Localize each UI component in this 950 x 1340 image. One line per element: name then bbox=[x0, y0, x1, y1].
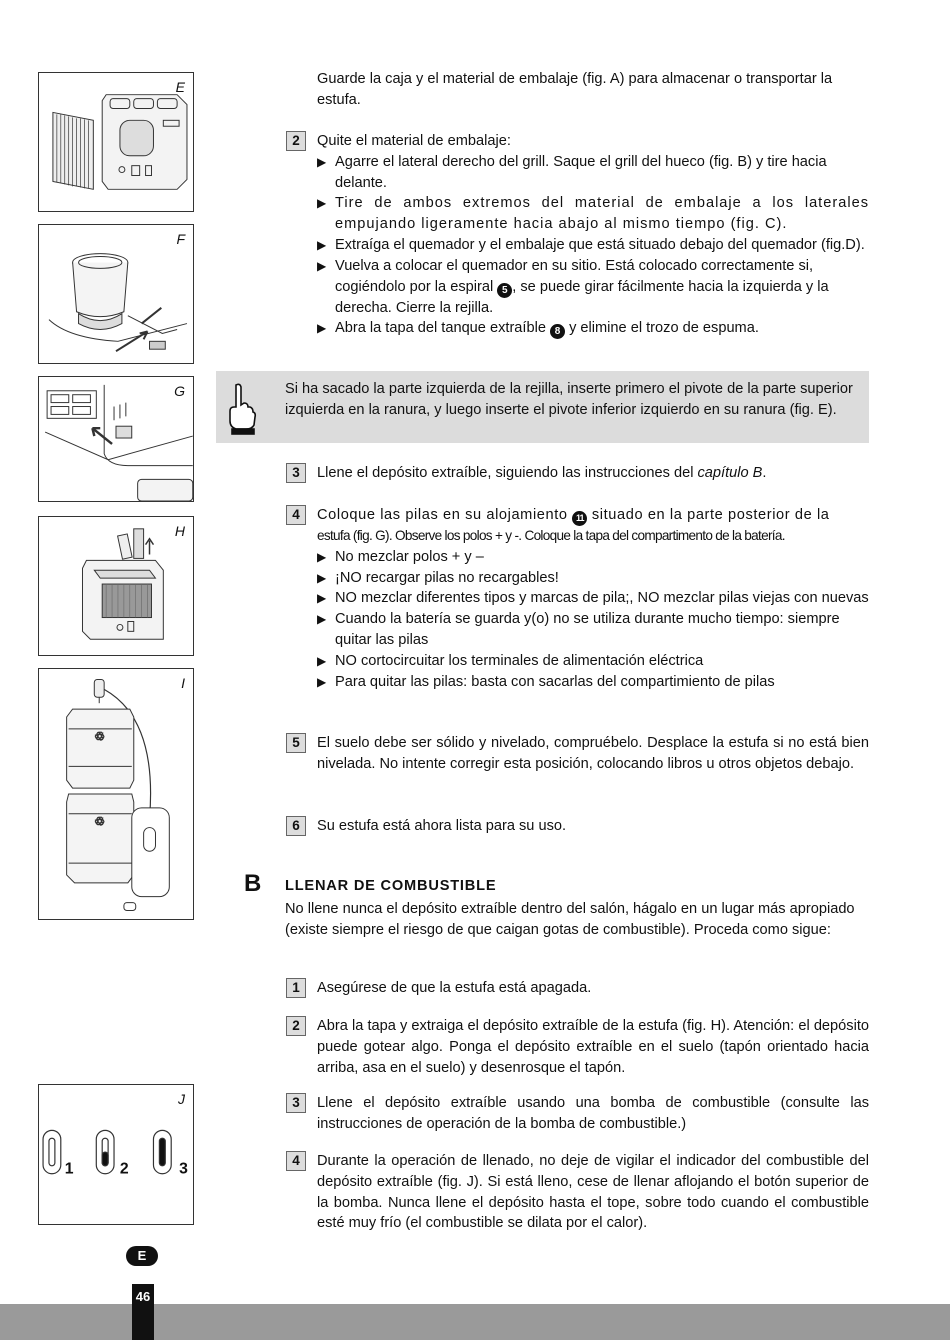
figure-label: H bbox=[174, 523, 185, 539]
bullet-triangle-icon: ▶ bbox=[317, 258, 327, 273]
section-b-step-1: Asegúrese de que la estufa está apagada. bbox=[317, 980, 592, 996]
list-item: ▶ Extraíga el quemador y el embalaje que está situado debajo del quemador (fig.D). bbox=[317, 235, 869, 256]
bullet-triangle-icon: ▶ bbox=[317, 549, 327, 564]
figure-label: F bbox=[176, 231, 185, 247]
figure-j bbox=[38, 1084, 194, 1225]
step-number: 5 bbox=[286, 733, 306, 753]
section-letter: B bbox=[244, 870, 262, 897]
bullet-triangle-icon: ▶ bbox=[317, 570, 327, 585]
burner-illustration bbox=[39, 225, 193, 363]
figure-label: E bbox=[175, 79, 185, 95]
list-item: ▶ Tire de ambos extremos del material de embalaje a los laterales empujando ligeramente hacia abajo al mismo tiempo (fig. C). bbox=[317, 195, 869, 233]
bullet-triangle-icon: ▶ bbox=[317, 653, 327, 668]
step-number: 2 bbox=[286, 131, 306, 151]
figure-h bbox=[38, 516, 194, 656]
step-6: Su estufa está ahora lista para su uso. bbox=[317, 818, 567, 834]
reference-number-badge: 11 bbox=[572, 511, 587, 526]
bullet-triangle-icon: ▶ bbox=[317, 591, 327, 606]
step-number: 3 bbox=[286, 1093, 306, 1113]
step-number: 4 bbox=[286, 505, 306, 525]
heater-grill-illustration bbox=[39, 73, 193, 211]
figure-label: J bbox=[178, 1091, 185, 1107]
step-5: El suelo debe ser sólido y nivelado, compruébelo. Desplace la estufa si no está bien nivelada. No intente corregir esta posición, colocando libros u otros objetos debajo. bbox=[317, 735, 869, 772]
pointing-hand-icon bbox=[222, 381, 258, 435]
step-number: 1 bbox=[286, 978, 306, 998]
figure-label: I bbox=[181, 675, 185, 691]
fuel-indicator-illustration bbox=[39, 1085, 193, 1224]
step-2 bbox=[317, 131, 869, 339]
list-item: ▶ Para quitar las pilas: basta con sacarlas del compartimiento de pilas bbox=[317, 672, 869, 693]
figure-e bbox=[38, 72, 194, 212]
list-item: ▶ ¡NO recargar pilas no recargables! bbox=[317, 568, 869, 589]
section-b-step-2: Abra la tapa y extraiga el depósito extraíble de la estufa (fig. H). Atención: el depósito puede gotear algo. Ponga el depósito extraíble en el suelo (tapón orientado hacia arriba, asa en el suelo) y desenrosque el tapón. bbox=[317, 1018, 869, 1076]
bullet-triangle-icon: ▶ bbox=[317, 321, 327, 336]
list-item: ▶ NO cortocircuitar los terminales de alimentación eléctrica bbox=[317, 651, 869, 672]
list-item: ▶ Vuelva a colocar el quemador en su sitio. Está colocado correctamente si, cogiéndolo por la espiral 5 , se puede girar fácilmente hacia la izquierda y la derecha. Cierre la rejilla. bbox=[317, 257, 829, 316]
step-number: 2 bbox=[286, 1016, 306, 1036]
indicator-number: 1 bbox=[64, 1160, 74, 1178]
step-number: 6 bbox=[286, 816, 306, 836]
bullet-triangle-icon: ▶ bbox=[317, 196, 327, 211]
section-intro: No llene nunca el depósito extraíble dentro del salón, hágalo en un lugar más apropiado (existe siempre el riesgo de que caigan gotas de combustible). Proceda como sigue: bbox=[285, 901, 855, 938]
figure-g bbox=[38, 376, 194, 502]
list-item: ▶ Agarre el lateral derecho del grill. Saque el grill del hueco (fig. B) y tire hacia delante. bbox=[317, 153, 827, 191]
reference-number-badge: 8 bbox=[550, 324, 565, 339]
step-4-intro: Coloque las pilas en su alojamiento 11 situado en la parte posterior de la bbox=[317, 505, 869, 526]
list-item: ▶ No mezclar polos + y – bbox=[317, 547, 869, 568]
svg-text:♲: ♲ bbox=[94, 814, 105, 829]
svg-text:♲: ♲ bbox=[94, 729, 105, 744]
list-item: ▶ Abra la tapa del tanque extraíble 8 y elimine el trozo de espuma. bbox=[317, 320, 759, 338]
battery-compartment-illustration bbox=[39, 377, 193, 501]
bullet-triangle-icon: ▶ bbox=[317, 674, 327, 689]
section-b-step-3: Llene el depósito extraíble usando una bomba de combustible (consulte las instrucciones de operación de la bomba de combustible.) bbox=[317, 1095, 869, 1132]
reference-number-badge: 5 bbox=[497, 283, 512, 298]
bullet-triangle-icon: ▶ bbox=[317, 612, 327, 627]
list-item: ▶ Cuando la batería se guarda y(o) no se utiliza durante mucho tiempo: siempre quitar las pilas bbox=[317, 611, 840, 648]
tank-removal-illustration bbox=[39, 517, 193, 655]
step-4 bbox=[317, 505, 869, 692]
indicator-number: 3 bbox=[179, 1160, 188, 1178]
intro-paragraph: Guarde la caja y el material de embalaje (fig. A) para almacenar o transportar la estufa. bbox=[317, 71, 833, 108]
bullet-triangle-icon: ▶ bbox=[317, 237, 327, 252]
language-badge: E bbox=[126, 1246, 158, 1266]
step-4-intro-line2: estufa (fig. G). Observe los polos + y -. Coloque la tapa del compartimento de la batería. bbox=[317, 528, 785, 543]
bullet-triangle-icon: ▶ bbox=[317, 154, 327, 169]
tank-filling-illustration bbox=[39, 669, 193, 919]
list-item: ▶ NO mezclar diferentes tipos y marcas de pila;, NO mezclar pilas viejas con nuevas bbox=[317, 588, 869, 609]
step-number: 4 bbox=[286, 1151, 306, 1171]
figure-i bbox=[38, 668, 194, 920]
page-number: 46 bbox=[132, 1284, 154, 1340]
step-2-intro: Quite el material de embalaje: bbox=[317, 133, 511, 149]
indicator-number: 2 bbox=[119, 1160, 129, 1178]
section-b-step-4: Durante la operación de llenado, no deje de vigilar el indicador del combustible del depósito extraíble (fig. J). Si está lleno, cese de llenar aflojando el botón superior de la bomba. Nunca llene el depósito hasta el tope, sobre todo cuando el combustible esté muy frío (el combustible se dilata por el calor). bbox=[317, 1153, 869, 1232]
section-title: LLENAR DE COMBUSTIBLE bbox=[285, 878, 497, 894]
figure-label: G bbox=[174, 383, 185, 399]
figure-f bbox=[38, 224, 194, 364]
note-box bbox=[216, 371, 869, 443]
step-number: 3 bbox=[286, 463, 306, 483]
step-3: Llene el depósito extraíble, siguiendo las instrucciones del capítulo B. bbox=[317, 465, 767, 481]
note-text: Si ha sacado la parte izquierda de la rejilla, inserte primero el pivote de la parte superior izquierda en la ranura, y luego inserte el pivote inferior izquierdo en su ranura (fig. E). bbox=[285, 381, 853, 418]
